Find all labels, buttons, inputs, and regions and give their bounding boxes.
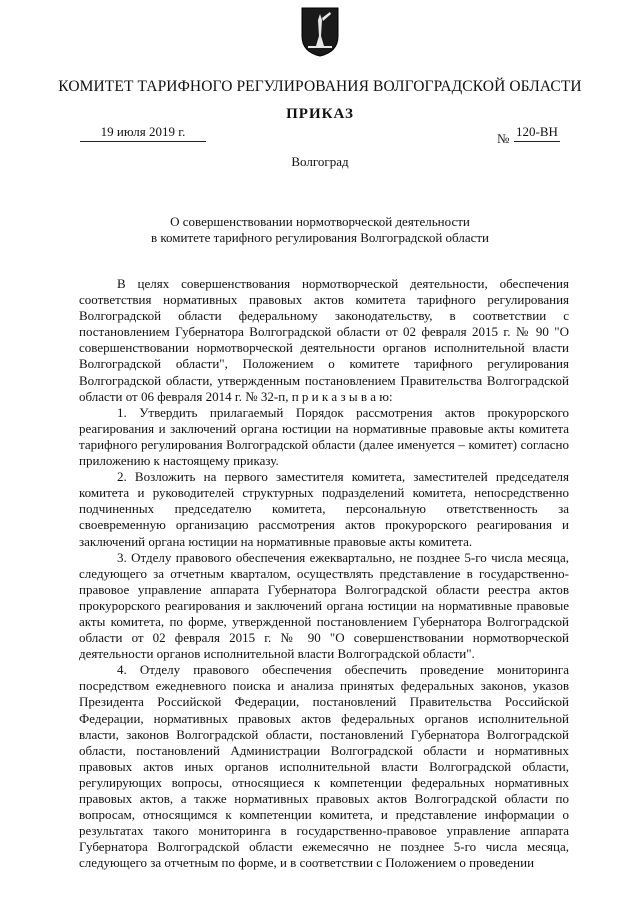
coat-of-arms-emblem xyxy=(300,6,340,58)
subject-line: в комитете тарифного регулирования Волгоградской области xyxy=(151,230,489,245)
city: Волгоград xyxy=(291,154,349,169)
document-date: 19 июля 2019 г. xyxy=(80,124,206,142)
document-body xyxy=(79,276,569,871)
paragraph-item-1: 1. Утвердить прилагаемый Порядок рассмотрения актов прокурорского реагирования и заключений органа юстиции на нормативные правовые акты комитета тарифного регулирования Волгоградской области (далее именуется – комитет) согласно приложению к настоящему приказу. xyxy=(79,404,569,469)
document-subject xyxy=(0,214,640,246)
number-sign: № xyxy=(497,131,510,146)
paragraph-preamble: В целях совершенствования нормотворческой деятельности, обеспечения соответствия нормативных правовых актов комитета тарифного регулирования Волгоградской области федеральному законодательству, в соответствии с постановлением Губернатора Волгоградской области от 02 февраля 2015 г. № 90 "О совершенствовании нормотворческой деятельности органов исполнительной власти Волгоградской области", Положением о комитете тарифного регулирования Волгоградской области, утвержденным постановлением Правительства Волгоградской области от 06 февраля 2014 г. № 32-п, п р и к а з ы в а ю: xyxy=(79,276,569,404)
paragraph-item-3: 3. Отделу правового обеспечения ежеквартально, не позднее 5-го числа месяца, следующего за отчетным кварталом, осуществлять представление в государственно-правовое управление аппарата Губернатора Волгоградской области реестра актов прокурорского реагирования и заключений органа юстиции на нормативные правовые акты комитета, по форме, утвержденной постановлением Губернатора Волгоградской области от 02 февраля 2015 г. № 90 "О совершенствовании нормотворческой деятельности органов исполнительной власти Волгоградской области". xyxy=(79,549,569,662)
document-number: 120-ВН xyxy=(514,124,560,142)
document-type: ПРИКАЗ xyxy=(286,106,354,122)
paragraph-item-2: 2. Возложить на первого заместителя комитета, заместителей председателя комитета и руководителей структурных подразделений комитета, непосредственно подчиненных председателю комитета, персональную ответственность за своевременную организацию рассмотрения актов прокурорского реагирования и заключений органа юстиции на нормативные правовые акты комитета. xyxy=(79,469,569,549)
subject-line: О совершенствовании нормотворческой деятельности xyxy=(170,214,470,229)
paragraph-item-4: 4. Отделу правового обеспечения обеспечить проведение мониторинга посредством ежедневного поиска и анализа принятых федеральных законов, указов Президента Российской Федерации, постановлений Правительства Российской Федерации, нормативных правовых актов федеральных органов исполнительной власти, законов Волгоградской области, постановлений Губернатора Волгоградской области, постановлений Администрации Волгоградской области и нормативных правовых актов иных органов исполнительной власти Волгоградской области, регулирующих вопросы, относящиеся к компетенции федеральных нормативных правовых актов, а также нормативных правовых актов Волгоградской области по вопросам, относящимся к компетенции комитета, и представление информации о результатах такого мониторинга в государственно-правовое управление аппарата Губернатора Волгоградской области ежемесячно не позднее 5-го числа месяца, следующего за отчетным по форме, и в соответствии с Положением о проведении xyxy=(79,662,569,871)
committee-name: КОМИТЕТ ТАРИФНОГО РЕГУЛИРОВАНИЯ ВОЛГОГРАДСКОЙ ОБЛАСТИ xyxy=(58,78,582,95)
